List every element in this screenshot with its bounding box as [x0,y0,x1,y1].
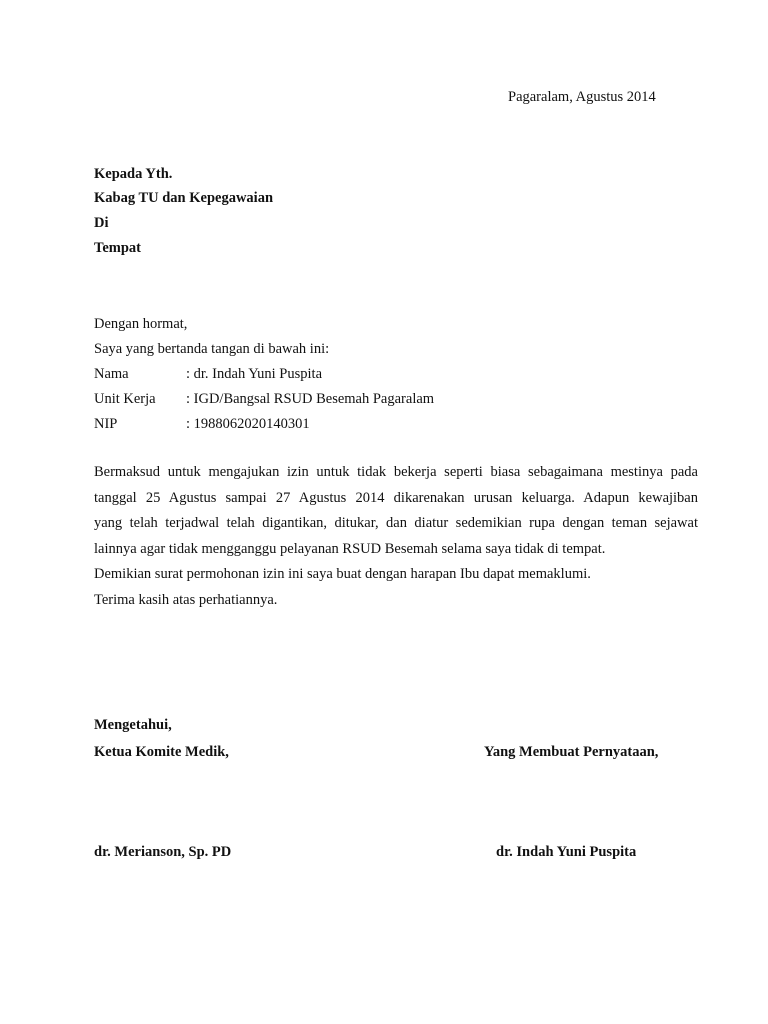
body-line: lainnya agar tidak mengganggu pelayanan RSUD Besemah selama saya tidak di tempat. [94,540,606,557]
recipient-line-1: Kepada Yth. [94,166,173,182]
field-row-nama [94,365,714,383]
field-row-nip [94,415,714,433]
recipient-line-4: Tempat [94,240,141,256]
body-line: Bermaksud untuk mengajukan izin untuk tidak bekerja seperti biasa sebagaimana mestinya pada [94,464,698,480]
recipient-line-3: Di [94,215,109,231]
body-line: tanggal 25 Agustus sampai 27 Agustus 2014 dikarenakan urusan keluarga. Adapun kewajiban [94,489,698,506]
field-label: Unit Kerja [94,391,156,407]
place-date: Pagaralam, Agustus 2014 [508,89,656,105]
left-signatory-name: dr. Merianson, Sp. PD [94,844,232,860]
right-signatory-name: dr. Indah Yuni Puspita [496,844,637,860]
recipient-line-2: Kabag TU dan Kepegawaian [94,190,274,206]
greeting: Dengan hormat, [94,316,188,332]
body-line: yang telah terjadwal telah digantikan, ditukar, dan diatur sedemikian rupa dengan teman sejawat [94,515,698,531]
right-signatory-title: Yang Membuat Pernyataan, [484,744,659,760]
field-value: : 1988062020140301 [186,416,310,432]
acknowledged-label: Mengetahui, [94,717,172,733]
field-value: : dr. Indah Yuni Puspita [186,366,323,382]
intro-text: Saya yang bertanda tangan di bawah ini: [94,341,330,357]
field-label: Nama [94,366,129,382]
field-row-unit-kerja [94,390,714,408]
body-line: Terima kasih atas perhatiannya. [94,591,278,608]
body-line: Demikian surat permohonan izin ini saya buat dengan harapan Ibu dapat memaklumi. [94,566,591,582]
body-paragraph [94,460,698,613]
field-value: : IGD/Bangsal RSUD Besemah Pagaralam [186,391,435,407]
field-label: NIP [94,416,118,432]
left-signatory-title: Ketua Komite Medik, [94,744,229,760]
